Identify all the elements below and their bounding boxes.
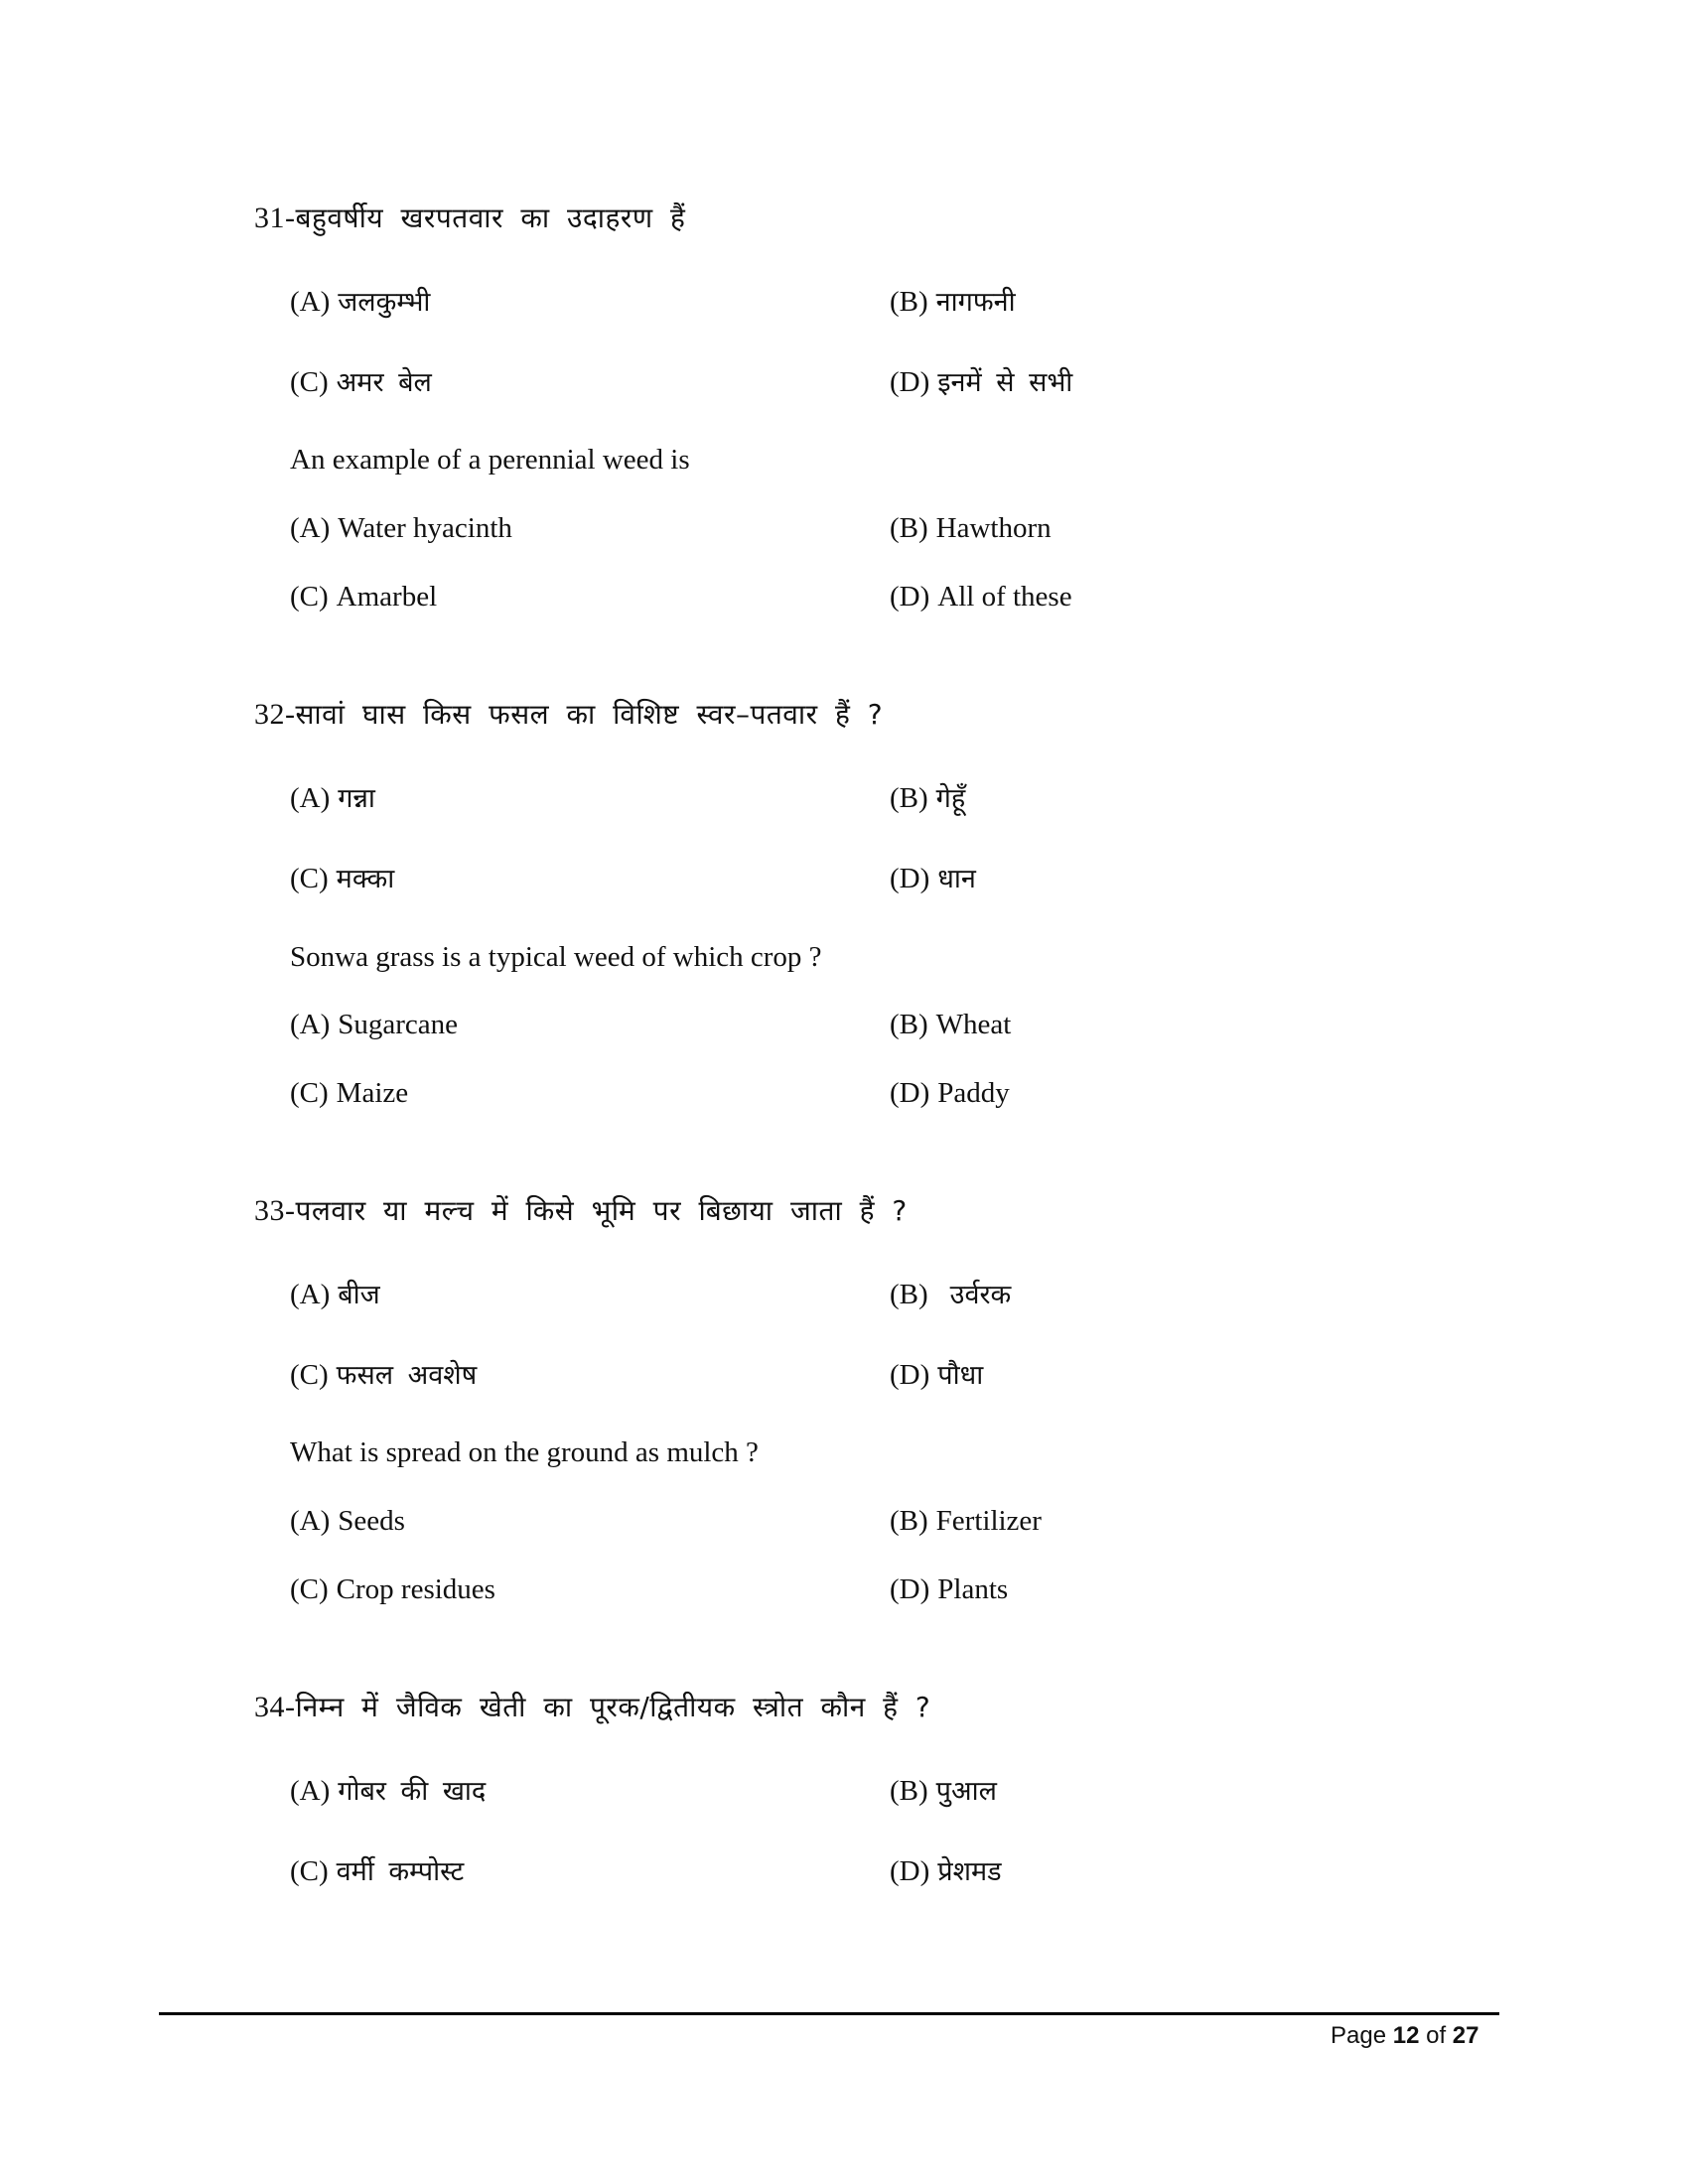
- q32-english-option-b: (B) Wheat: [890, 1009, 1012, 1040]
- question-number: 33-: [254, 1194, 296, 1227]
- q33-english-question: What is spread on the ground as mulch ?: [290, 1436, 759, 1468]
- total-pages: 27: [1452, 2022, 1479, 2049]
- question-31-hindi: [254, 199, 685, 238]
- q32-hindi-option-c: (C) मक्का: [290, 863, 395, 894]
- q33-hindi-option-d: (D) पौधा: [890, 1359, 984, 1391]
- q31-english-option-a: (A) Water hyacinth: [290, 512, 512, 544]
- question-text-hindi: बहुवर्षीय खरपतवार का उदाहरण हैं: [295, 202, 686, 234]
- q34-hindi-option-c: (C) वर्मी कम्पोस्ट: [290, 1855, 465, 1887]
- q33-english-option-b: (B) Fertilizer: [890, 1505, 1042, 1537]
- q31-hindi-option-c: (C) अमर बेल: [290, 366, 432, 398]
- q33-hindi-option-c: (C) फसल अवशेष: [290, 1359, 478, 1391]
- q34-hindi-option-d: (D) प्रेशमड: [890, 1855, 1002, 1887]
- question-33-hindi: [254, 1191, 908, 1231]
- q31-english-option-c: (C) Amarbel: [290, 581, 438, 613]
- q33-hindi-option-b: (B) उर्वरक: [890, 1279, 1012, 1310]
- q32-english-option-c: (C) Maize: [290, 1077, 409, 1109]
- question-text-hindi: निम्न में जैविक खेती का पूरक/द्वितीयक स्त्रोत कौन हैं ?: [295, 1691, 931, 1723]
- page-number: Page 12 of 27: [1331, 2022, 1479, 2049]
- question-text-hindi: पलवार या मल्च में किसे भूमि पर बिछाया जाता हैं ?: [295, 1194, 908, 1227]
- question-number: 34-: [254, 1691, 296, 1723]
- q32-english-question: Sonwa grass is a typical weed of which crop ?: [290, 941, 822, 973]
- q32-english-option-a: (A) Sugarcane: [290, 1009, 459, 1040]
- q34-hindi-option-a: (A) गोबर की खाद: [290, 1775, 487, 1807]
- question-text-hindi: सावां घास किस फसल का विशिष्ट स्वर–पतवार हैं ?: [295, 698, 884, 731]
- q34-hindi-option-b: (B) पुआल: [890, 1775, 997, 1807]
- q32-hindi-option-b: (B) गेहूँ: [890, 782, 966, 814]
- q31-hindi-option-a: (A) जलकुम्भी: [290, 286, 431, 318]
- q32-hindi-option-a: (A) गन्ना: [290, 782, 375, 814]
- question-number: 32-: [254, 698, 296, 731]
- q31-hindi-option-d: (D) इनमें से सभी: [890, 366, 1073, 398]
- current-page: 12: [1392, 2022, 1420, 2049]
- q31-english-question: An example of a perennial weed is: [290, 444, 690, 476]
- q32-english-option-d: (D) Paddy: [890, 1077, 1010, 1109]
- q32-hindi-option-d: (D) धान: [890, 863, 976, 894]
- footer-divider: [159, 2012, 1499, 2015]
- question-32-hindi: [254, 695, 883, 735]
- q33-english-option-d: (D) Plants: [890, 1573, 1009, 1605]
- question-34-hindi: [254, 1688, 930, 1727]
- q31-hindi-option-b: (B) नागफनी: [890, 286, 1016, 318]
- q33-english-option-c: (C) Crop residues: [290, 1573, 495, 1605]
- question-number: 31-: [254, 202, 296, 234]
- q31-english-option-b: (B) Hawthorn: [890, 512, 1052, 544]
- q31-english-option-d: (D) All of these: [890, 581, 1072, 613]
- q33-hindi-option-a: (A) बीज: [290, 1279, 380, 1310]
- q33-english-option-a: (A) Seeds: [290, 1505, 405, 1537]
